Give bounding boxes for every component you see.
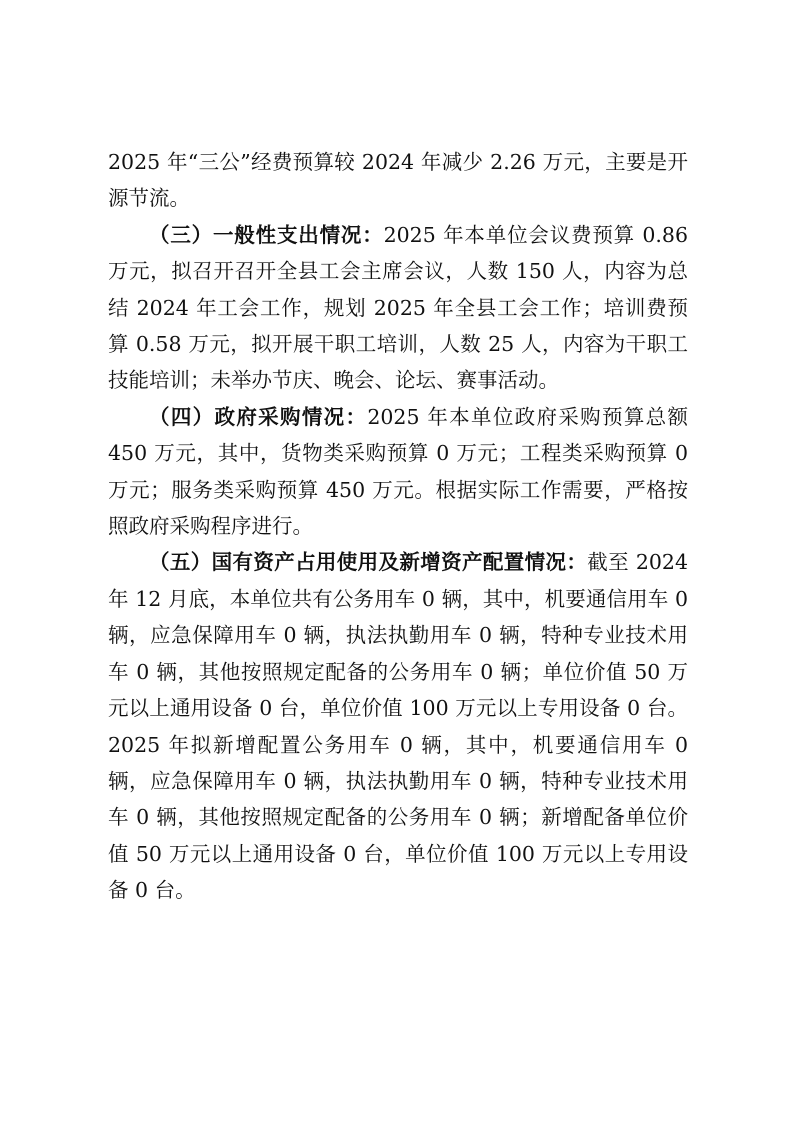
paragraph-text: 2025 年本单位会议费预算 0.86 万元，拟召开召开全县工会主席会议，人数 150 人，内容为总结 2024 年工会工作，规划 2025 年全县工会工作；培训费预算 0.58 万元，拟开展干职工培训，人数 25 人，内容为干职工技能培训；未举办节庆、晚会、论坛、赛事活动。 (108, 222, 688, 393)
section-heading-general-expenditure: （三）一般性支出情况： (149, 222, 384, 247)
section-heading-state-assets: （五）国有资产占用使用及新增资产配置情况： (149, 550, 588, 575)
paragraph-text: 2025 年“三公”经费预算较 2024 年减少 2.26 万元，主要是开源节流。 (108, 150, 688, 211)
section-heading-government-procurement: （四）政府采购情况： (149, 404, 368, 429)
paragraph-general-expenditure (108, 217, 688, 399)
paragraph-state-assets (108, 544, 688, 908)
paragraph-sanggong-budget (108, 144, 688, 217)
document-body (108, 144, 688, 909)
paragraph-government-procurement (108, 399, 688, 545)
paragraph-text: 截至 2024 年 12 月底，本单位共有公务用车 0 辆，其中，机要通信用车 0 辆，应急保障用车 0 辆，执法执勤用车 0 辆，特种专业技术用车 0 辆，其他按照规定配备的公务用车 0 辆；单位价值 50 万元以上通用设备 0 台，单位价值 100 万元以上专用设备 0 台。2025 年拟新增配置公务用车 0 辆，其中，机要通信用车 0 辆，应急保障用车 0 辆，执法执勤用车 0 辆，特种专业技术用车 0 辆，其他按照规定配备的公务用车 0 辆；新增配备单位价值 50 万元以上通用设备 0 台，单位价值 100 万元以上专用设备 0 台。 (108, 550, 689, 903)
paragraph-text: 2025 年本单位政府采购预算总额 450 万元，其中，货物类采购预算 0 万元；工程类采购预算 0 万元；服务类采购预算 450 万元。根据实际工作需要，严格按照政府采购程序进行。 (108, 404, 689, 539)
